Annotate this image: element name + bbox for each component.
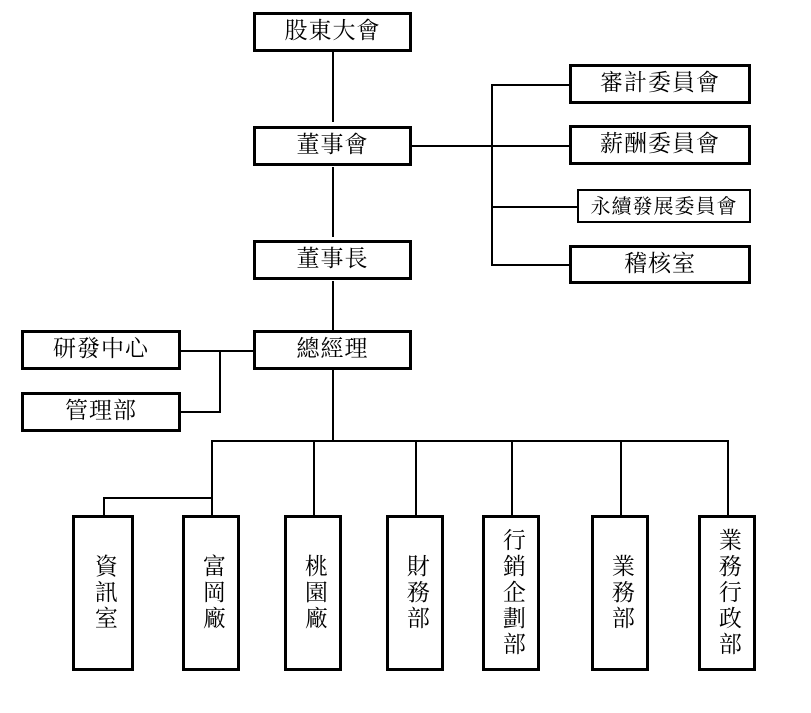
node-rd-center[interactable] [21, 330, 181, 370]
node-label: 資訊室 [90, 554, 117, 632]
node-board-of-directors[interactable] [253, 126, 412, 166]
drop-marketing-dept [511, 440, 513, 516]
node-audit-committee[interactable] [569, 64, 751, 104]
node-fugang-plant[interactable] [182, 515, 240, 671]
node-shareholders-meeting[interactable] [253, 12, 412, 52]
node-president[interactable] [253, 330, 412, 370]
connector-president-down [332, 369, 334, 441]
node-label: 董事長 [296, 246, 369, 273]
node-label: 富岡廠 [198, 554, 225, 632]
connector-bus-sustainability-committee [491, 206, 578, 208]
drop-it-office [103, 498, 105, 516]
drop-finance-dept [415, 440, 417, 516]
node-label: 研發中心 [53, 336, 149, 363]
connector-bus-audit-committee [491, 84, 570, 86]
node-chairman[interactable] [253, 240, 412, 280]
node-label: 董事會 [296, 132, 369, 159]
node-sales-admin-dept[interactable] [698, 515, 756, 671]
drop-sales-admin-dept [727, 440, 729, 516]
node-marketing-planning-dept[interactable] [482, 515, 540, 671]
node-finance-dept[interactable] [386, 515, 444, 671]
drop-sales-dept [620, 440, 622, 516]
node-label: 永續發展委員會 [590, 193, 738, 218]
node-taoyuan-plant[interactable] [284, 515, 342, 671]
connector-bus-it-office [103, 497, 213, 499]
node-label: 桃園廠 [300, 554, 327, 632]
connector-bus-compensation-committee [491, 145, 570, 147]
node-label: 股東大會 [284, 18, 381, 45]
node-label: 業務行政部 [714, 528, 741, 658]
node-label: 財務部 [402, 554, 429, 632]
node-sales-dept[interactable] [591, 515, 649, 671]
connector-board-to-bus [411, 145, 493, 147]
left-staff-bus [219, 350, 221, 412]
connector-chairman-president [332, 281, 334, 331]
node-label: 薪酬委員會 [600, 131, 720, 158]
connector-bus-audit-office [491, 264, 570, 266]
node-it-office[interactable] [72, 515, 134, 671]
node-management-dept[interactable] [21, 392, 181, 432]
node-label: 審計委員會 [600, 70, 720, 97]
node-sustainability-committee[interactable] [577, 189, 751, 223]
node-label: 管理部 [65, 398, 137, 425]
node-label: 總經理 [296, 336, 369, 363]
committee-bus [491, 84, 493, 265]
bottom-bus [211, 440, 728, 442]
node-compensation-committee[interactable] [569, 125, 751, 165]
connector-left-bus-management [181, 411, 221, 413]
node-audit-office[interactable] [569, 245, 751, 284]
node-label: 行銷企劃部 [498, 528, 525, 658]
node-label: 業務部 [607, 554, 634, 632]
drop-taoyuan-plant [313, 440, 315, 516]
connector-board-chairman [332, 167, 334, 237]
node-label: 稽核室 [624, 250, 696, 277]
drop-fugang-plant [211, 440, 213, 516]
connector-shareholders-board [332, 50, 334, 122]
